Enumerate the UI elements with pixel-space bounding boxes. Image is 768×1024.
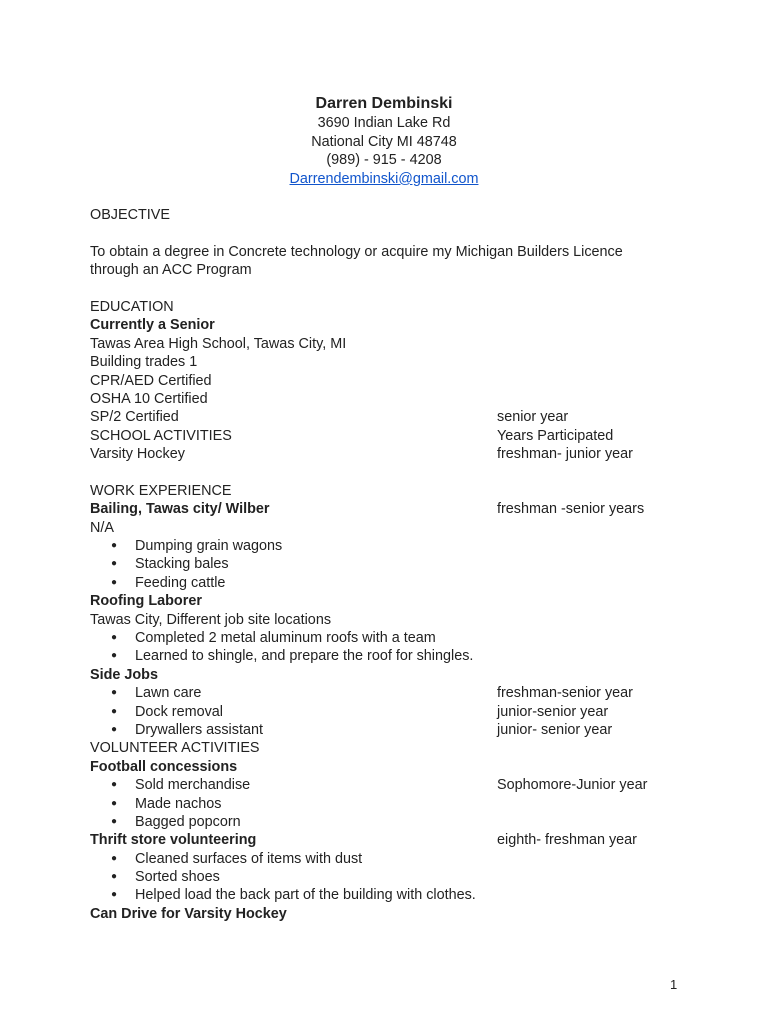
- list-item: ● Drywallers assistant junior- senior year: [111, 721, 613, 738]
- list-item: ● Made nachos: [111, 795, 222, 812]
- volunteer-title: Football concessions: [90, 758, 238, 775]
- education-status: Currently a Senior: [90, 317, 215, 334]
- list-item: ● Feeding cattle: [111, 574, 226, 591]
- list-item: ● Dumping grain wagons: [111, 538, 283, 555]
- list-item: ● Stacking bales: [111, 556, 229, 573]
- bullet-icon: ●: [111, 631, 118, 643]
- activity-years: freshman- junior year: [497, 446, 633, 463]
- objective-line-2: through an ACC Program: [90, 262, 252, 279]
- school-activities-row: [90, 427, 690, 445]
- email-link[interactable]: Darrendembinski@gmail.com: [289, 170, 479, 187]
- education-item: CPR/AED Certified: [90, 372, 212, 389]
- volunteer-years: eighth- freshman year: [497, 832, 637, 849]
- job-years: freshman -senior years: [497, 501, 645, 518]
- education-item-year: senior year: [497, 409, 569, 426]
- volunteer-title: Can Drive for Varsity Hockey: [90, 905, 287, 922]
- education-item-row: [90, 408, 690, 426]
- bullet-icon: ●: [111, 779, 118, 791]
- job-years: junior- senior year: [497, 721, 613, 738]
- activity-row: [90, 445, 690, 463]
- resume-body: [90, 206, 690, 923]
- education-item: OSHA 10 Certified: [90, 390, 208, 407]
- bullet-icon: ●: [111, 889, 118, 901]
- list-item: ● Sold merchandise Sophomore-Junior year: [111, 777, 648, 794]
- applicant-name: Darren Dembinski: [315, 95, 453, 112]
- education-heading: EDUCATION: [90, 298, 174, 315]
- activity-name: Varsity Hockey: [90, 446, 185, 463]
- address-line-1: 3690 Indian Lake Rd: [317, 115, 451, 131]
- bullet-icon: ●: [111, 540, 118, 552]
- volunteer-title-row: [90, 831, 690, 849]
- education-school: Tawas Area High School, Tawas City, MI: [90, 335, 347, 352]
- years-participated-label: Years Participated: [497, 427, 614, 444]
- resume-header: [0, 94, 768, 188]
- work-heading: WORK EXPERIENCE: [90, 482, 232, 499]
- job-title-row: [90, 500, 690, 518]
- volunteer-title: Thrift store volunteering: [90, 832, 257, 849]
- bullet-icon: ●: [111, 705, 118, 717]
- job-title: Roofing Laborer: [90, 593, 202, 610]
- volunteer-years: Sophomore-Junior year: [497, 777, 648, 794]
- bullet-icon: ●: [111, 815, 118, 827]
- school-activities-heading: SCHOOL ACTIVITIES: [90, 427, 232, 444]
- phone-number: (989) - 915 - 4208: [326, 152, 442, 169]
- bullet-icon: ●: [111, 650, 118, 662]
- job-subtitle: N/A: [90, 519, 114, 536]
- job-years: junior-senior year: [497, 703, 609, 720]
- list-item: ● Learned to shingle, and prepare the roof for shingles.: [111, 648, 474, 665]
- job-title: Side Jobs: [90, 666, 158, 683]
- objective-heading: OBJECTIVE: [90, 207, 170, 223]
- list-item: ● Helped load the back part of the building with clothes.: [111, 887, 476, 904]
- objective-line-1: To obtain a degree in Concrete technology or acquire my Michigan Builders Licence: [90, 243, 623, 260]
- job-title: Bailing, Tawas city/ Wilber: [90, 501, 270, 518]
- bullet-icon: ●: [111, 687, 118, 699]
- address-line-2: National City MI 48748: [311, 133, 457, 150]
- bullet-icon: ●: [111, 852, 118, 864]
- list-item: ● Completed 2 metal aluminum roofs with a team: [111, 629, 436, 646]
- bullet-icon: ●: [111, 558, 118, 570]
- bullet-icon: ●: [111, 723, 118, 735]
- list-item: ● Cleaned surfaces of items with dust: [111, 850, 363, 867]
- bullet-icon: ●: [111, 871, 118, 883]
- education-item: SP/2 Certified: [90, 409, 179, 426]
- volunteer-heading: VOLUNTEER ACTIVITIES: [90, 740, 260, 757]
- list-item: ● Dock removal junior-senior year: [111, 703, 609, 720]
- list-item: ● Lawn care freshman-senior year: [111, 685, 633, 702]
- list-item: ● Sorted shoes: [111, 869, 220, 886]
- job-years: freshman-senior year: [497, 685, 633, 702]
- page-number: 1: [670, 977, 678, 992]
- bullet-icon: ●: [111, 797, 118, 809]
- bullet-icon: ●: [111, 576, 118, 588]
- job-subtitle: Tawas City, Different job site locations: [90, 611, 332, 628]
- list-item: ● Bagged popcorn: [111, 813, 241, 830]
- education-item: Building trades 1: [90, 354, 198, 371]
